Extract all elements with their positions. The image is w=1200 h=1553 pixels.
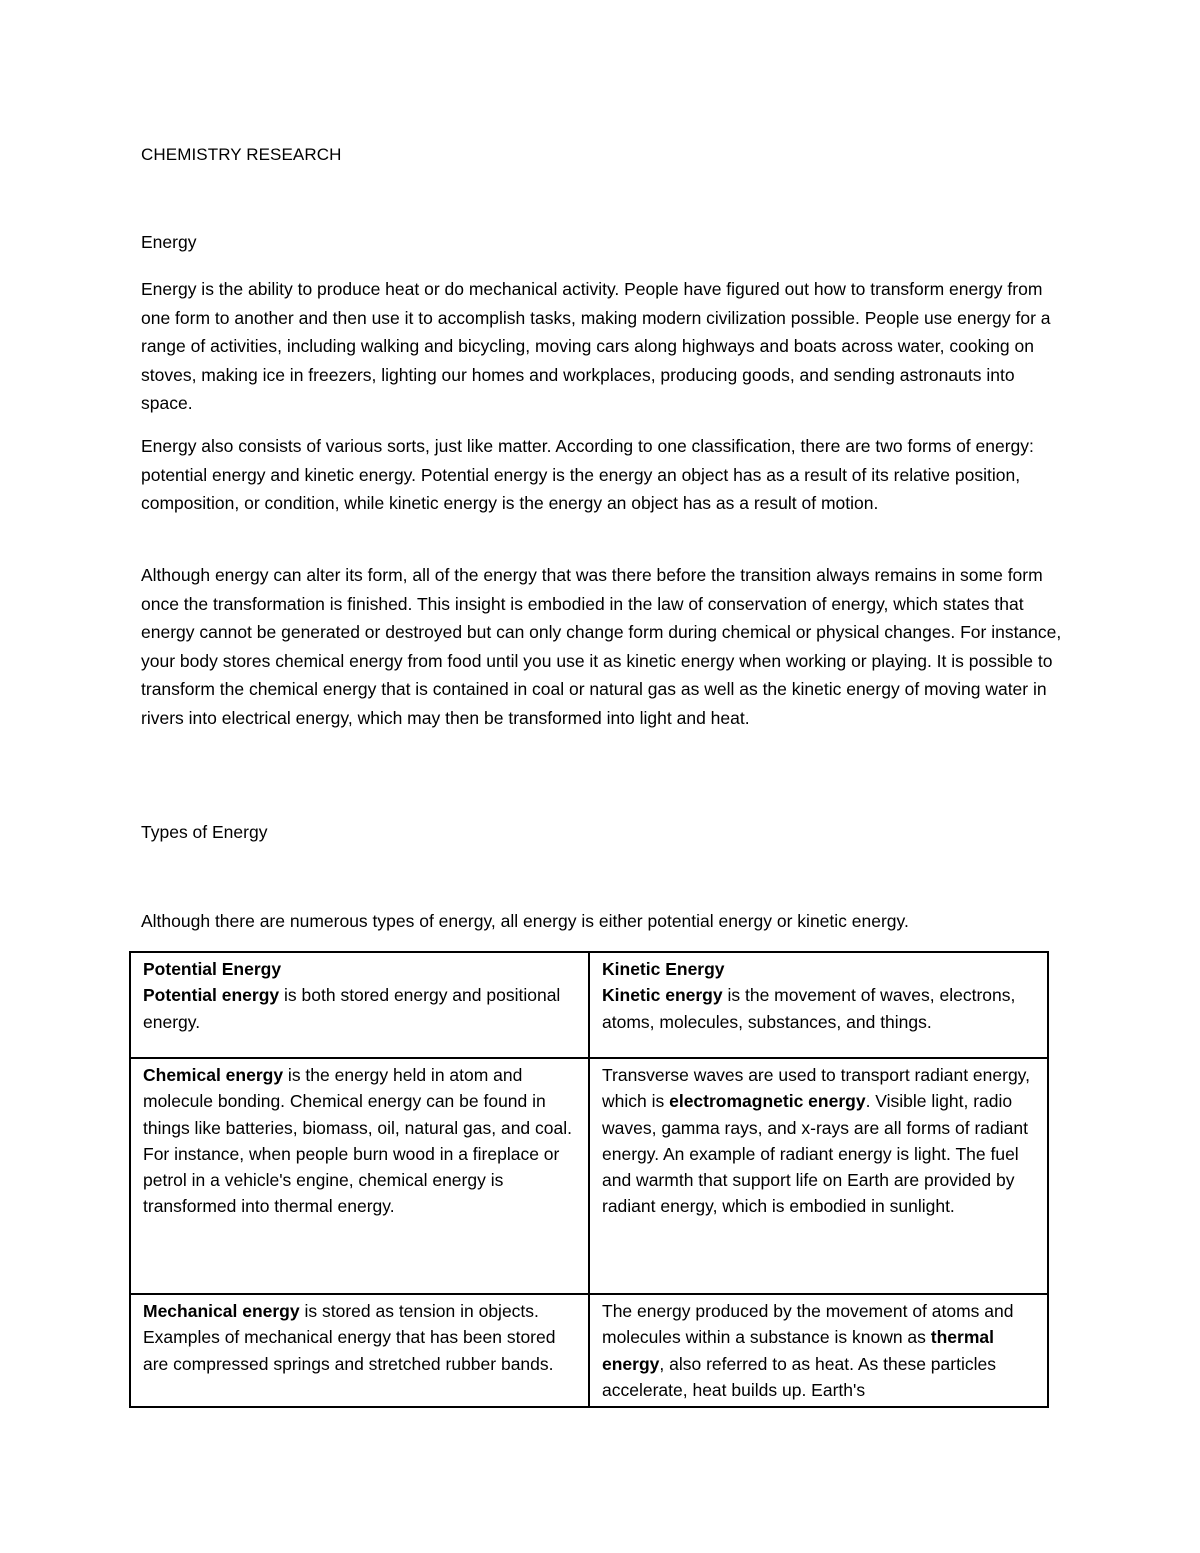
cell-text: is stored as tension in objects. Examples of mechanical energy that has been stored are compressed springs and stretched rubber bands. bbox=[143, 1301, 556, 1374]
table-cell-chemical bbox=[130, 1058, 589, 1294]
cell-text: is the movement of waves, electrons, atoms, molecules, substances, and things. bbox=[602, 985, 1016, 1032]
energy-paragraph-1: Energy is the ability to produce heat or do mechanical activity. People have figured out how to transform energy from one form to another and then use it to accomplish tasks, making modern civilization possible. People use energy for a range of activities, including walking and bicycling, moving cars along highways and boats across water, cooking on stoves, making ice in freezers, lighting our homes and workplaces, producing goods, and sending astronauts into space. bbox=[141, 279, 1051, 414]
cell-bold-term: Potential energy bbox=[143, 985, 280, 1006]
cell-title: Potential Energy bbox=[143, 959, 282, 979]
table-cell-mechanical bbox=[130, 1294, 589, 1407]
table-cell-thermal bbox=[589, 1294, 1048, 1407]
table-cell-radiant bbox=[589, 1058, 1048, 1294]
energy-heading: Energy bbox=[141, 232, 197, 252]
cell-text-after: . Visible light, radio waves, gamma rays, and x-rays are all forms of radiant energy. An example of radiant energy is light. The fuel and warmth that support life on Earth are provided by radiant energy, which is embodied in sunlight. bbox=[602, 1091, 1028, 1217]
cell-text-after: , also referred to as heat. As these particles accelerate, heat builds up. Earth's bbox=[602, 1353, 996, 1400]
energy-paragraph-2: Energy also consists of various sorts, just like matter. According to one classification, there are two forms of energy: potential energy and kinetic energy. Potential energy is the energy an object has as a result of its relative position, composition, or condition, while kinetic energy is the energy an object has as a result of motion. bbox=[141, 436, 1034, 514]
document-title: CHEMISTRY RESEARCH bbox=[141, 145, 342, 164]
cell-title: Kinetic Energy bbox=[602, 959, 725, 979]
energy-types-table bbox=[129, 951, 1049, 1408]
types-heading: Types of Energy bbox=[141, 822, 268, 842]
cell-bold-term: Kinetic energy bbox=[602, 985, 723, 1006]
table-row bbox=[130, 1294, 1048, 1407]
cell-text: is the energy held in atom and molecule bonding. Chemical energy can be found in things like batteries, biomass, oil, natural gas, and coal. For instance, when people burn wood in a fireplace or petrol in a vehicle's engine, chemical energy is transformed into thermal energy. bbox=[143, 1065, 572, 1217]
table-row bbox=[130, 952, 1048, 1058]
table-cell-kinetic bbox=[589, 952, 1048, 1058]
cell-bold-term: thermal energy bbox=[602, 1327, 994, 1374]
cell-text-before: The energy produced by the movement of atoms and molecules within a substance is known as bbox=[602, 1301, 1014, 1348]
table-row bbox=[130, 1058, 1048, 1294]
cell-text-before: Transverse waves are used to transport radiant energy, which is bbox=[602, 1065, 1030, 1112]
types-intro: Although there are numerous types of energy, all energy is either potential energy or kinetic energy. bbox=[141, 911, 909, 931]
energy-paragraph-3: Although energy can alter its form, all of the energy that was there before the transition always remains in some form once the transformation is finished. This insight is embodied in the law of conservation of energy, which states that energy cannot be generated or destroyed but can only change form during chemical or physical changes. For instance, your body stores chemical energy from food until you use it as kinetic energy when working or playing. It is possible to transform the chemical energy that is contained in coal or natural gas as well as the kinetic energy of moving water in rivers into electrical energy, which may then be transformed into light and heat. bbox=[141, 565, 1062, 728]
cell-text: is both stored energy and positional energy. bbox=[143, 985, 561, 1032]
cell-bold-term: Mechanical energy bbox=[143, 1301, 300, 1321]
table-cell-potential bbox=[130, 952, 589, 1058]
cell-bold-term: electromagnetic energy bbox=[669, 1091, 866, 1112]
cell-bold-term: Chemical energy bbox=[143, 1065, 284, 1085]
